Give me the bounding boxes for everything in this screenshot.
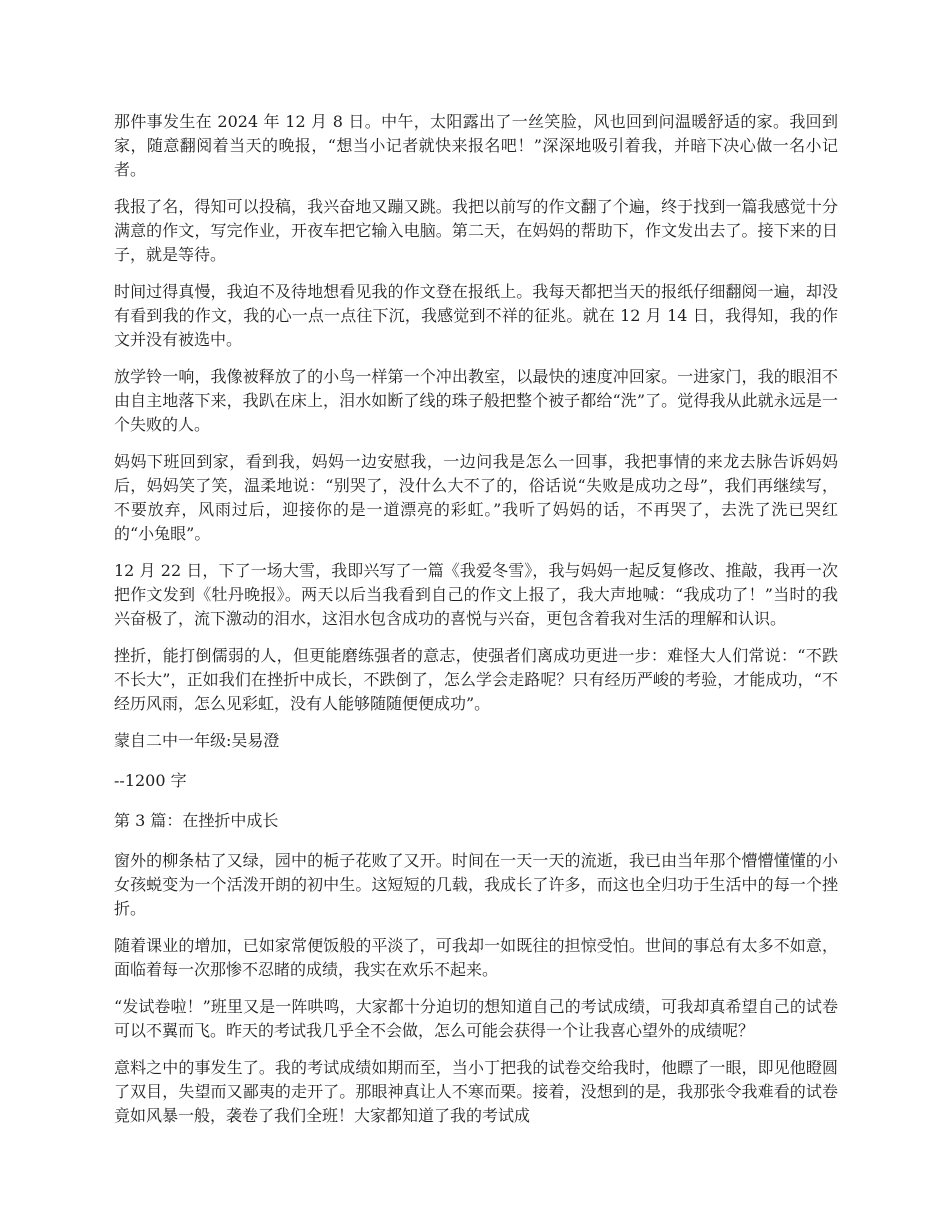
paragraph: 妈妈下班回到家，看到我，妈妈一边安慰我，一边问我是怎么一回事，我把事情的来龙去脉告诉妈妈后，妈妈笑了笑，温柔地说：“别哭了，没什么大不了的，俗话说“失败是成功之母”，我们再继续写，不要放弃，风雨过后，迎接你的是一道漂亮的彩虹。”我听了妈妈的话，不再哭了，去洗了洗已哭红的“小兔眼”。 <box>114 452 838 543</box>
document-page <box>114 110 838 1141</box>
paragraph: 那件事发生在 2024 年 12 月 8 日。中午，太阳露出了一丝笑脸，风也回到问温暖舒适的家。我回到家，随意翻阅着当天的晚报，“想当小记者就快来报名吧！”深深地吸引着我，并暗下决心做一名小记者。 <box>114 112 838 179</box>
paragraph: 意料之中的事发生了。我的考试成绩如期而至，当小丁把我的试卷交给我时，他瞟了一眼，即见他瞪圆了双目，失望而又鄙夷的走开了。那眼神真让人不寒而栗。接着，没想到的是，我那张令我难看的试卷竟如风暴一般，袭卷了我们全班！大家都知道了我的考试成 <box>114 1058 838 1125</box>
paragraph: “发试卷啦！”班里又是一阵哄鸣，大家都十分迫切的想知道自己的考试成绩，可我却真希望自己的试卷可以不翼而飞。昨天的考试我几乎全不会做，怎么可能会获得一个让我喜心望外的成绩呢？ <box>114 997 838 1040</box>
author-line: 蒙自二中一年级:吴易澄 <box>114 731 280 750</box>
paragraph: 随着课业的增加，已如家常便饭般的平淡了，可我却一如既往的担惊受怕。世间的事总有太多不如意，面临着每一次那惨不忍睹的成绩，我实在欢乐不起来。 <box>114 936 838 979</box>
paragraph: 放学铃一响，我像被释放了的小鸟一样第一个冲出教室，以最快的速度冲回家。一进家门，我的眼泪不由自主地落下来，我趴在床上，泪水如断了线的珠子般把整个被子都给“洗”了。觉得我从此就永远是一个失败的人。 <box>114 367 838 434</box>
paragraph: 12 月 22 日，下了一场大雪，我即兴写了一篇《我爱冬雪》，我与妈妈一起反复修改、推敲，我再一次把作文发到《牡丹晚报》。两天以后当我看到自己的作文上报了，我大声地喊：“我成功了！”当时的我兴奋极了，流下激动的泪水，这泪水包含成功的喜悦与兴奋，更包含着我对生活的理解和认识。 <box>114 561 838 628</box>
paragraph: 时间过得真慢，我迫不及待地想看见我的作文登在报纸上。我每天都把当天的报纸仔细翻阅一遍，却没有看到我的作文，我的心一点一点往下沉，我感觉到不祥的征兆。就在 12 月 14 日，我得知，我的作文并没有被选中。 <box>114 282 838 349</box>
paragraph: 挫折，能打倒儒弱的人，但更能磨练强者的意志，使强者们离成功更进一步：难怪大人们常说：“不跌不长大”，正如我们在挫折中成长，不跌倒了，怎么学会走路呢？只有经历严峻的考验，才能成功，“不经历风雨，怎么见彩虹，没有人能够随随便便成功”。 <box>114 646 838 713</box>
paragraph: 我报了名，得知可以投稿，我兴奋地又蹦又跳。我把以前写的作文翻了个遍，终于找到一篇我感觉十分满意的作文，写完作业，开夜车把它输入电脑。第二天，在妈妈的帮助下，作文发出去了。接下来的日子，就是等待。 <box>114 197 838 264</box>
word-count: --1200 字 <box>114 771 187 790</box>
section-title: 第 3 篇：在挫折中成长 <box>114 811 279 830</box>
paragraph: 窗外的柳条枯了又绿，园中的栀子花败了又开。时间在一天一天的流逝，我已由当年那个懵懵懂懂的小女孩蜕变为一个活泼开朗的初中生。这短短的几载，我成长了许多，而这也全归功于生活中的每一个挫折。 <box>114 851 838 918</box>
